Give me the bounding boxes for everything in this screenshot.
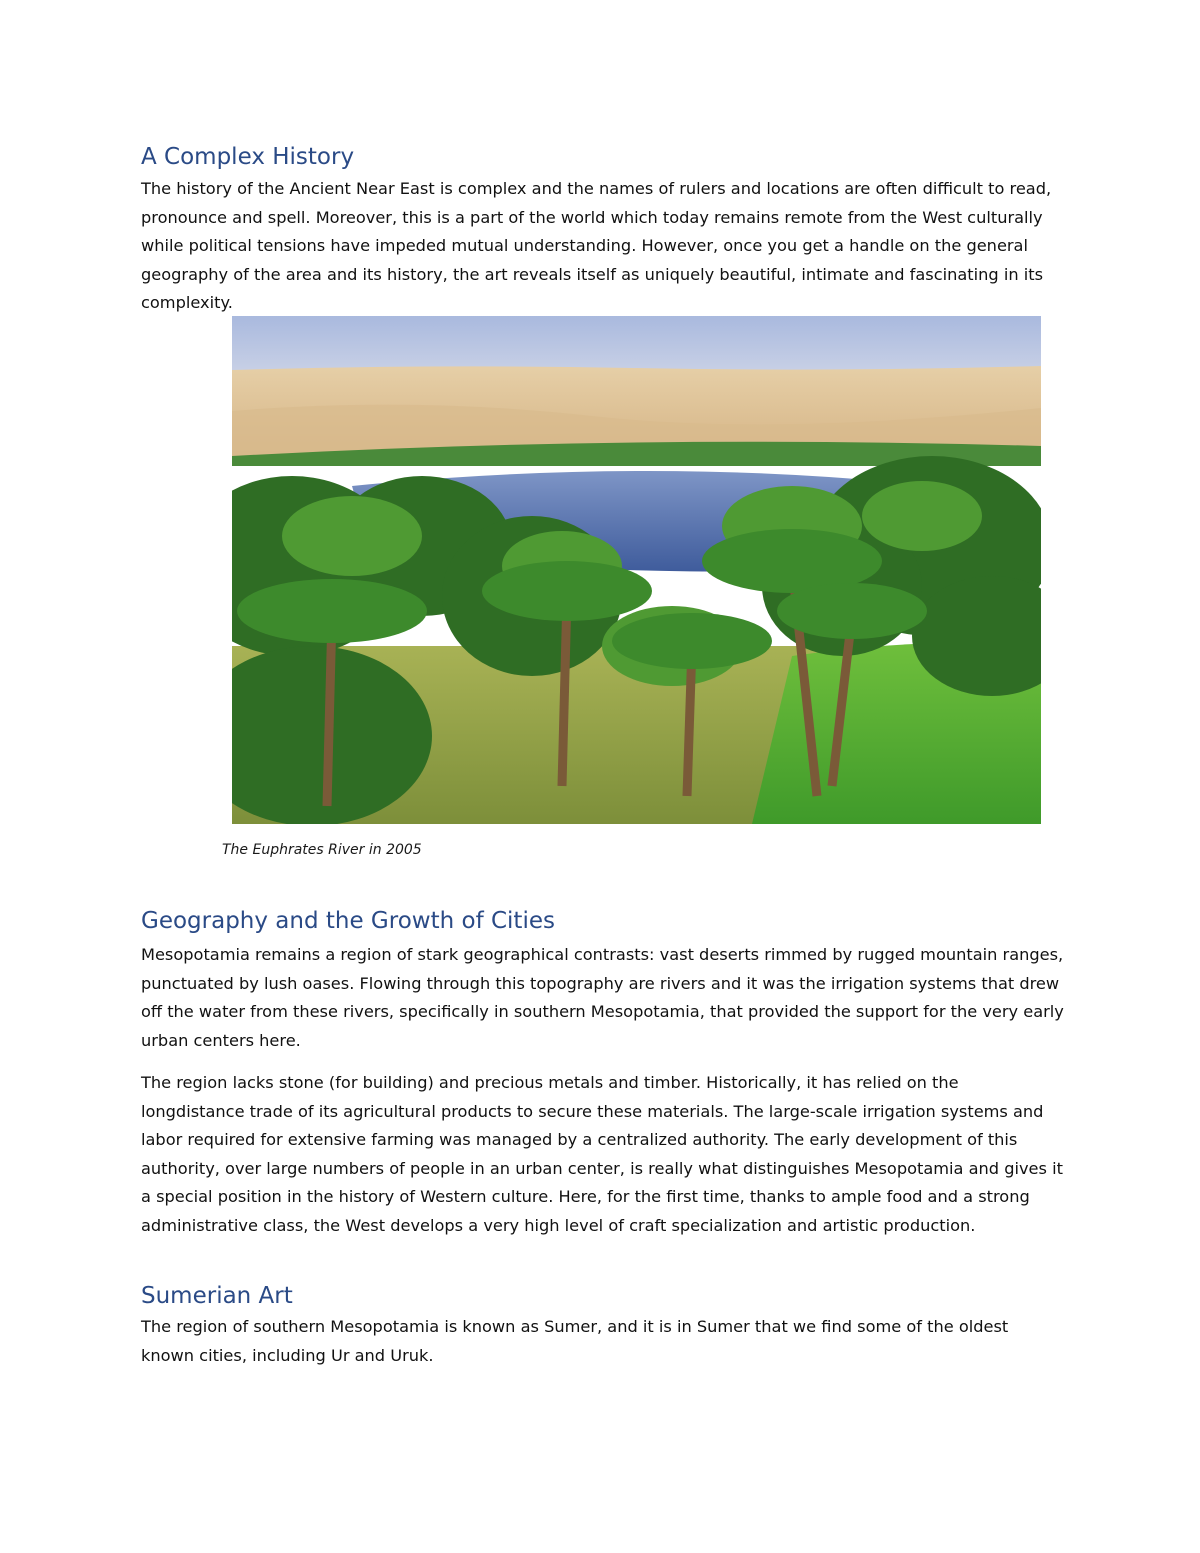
heading-sumerian-art: Sumerian Art — [141, 1283, 293, 1309]
euphrates-illustration — [232, 316, 1041, 824]
heading-geography: Geography and the Growth of Cities — [141, 908, 555, 934]
paragraph-geography-2: The region lacks stone (for building) and precious metals and timber. Historically, it has relied on the longdistance trade of its agricultural products to secure these materials. The large-scale irrigation systems and labor required for extensive farming was managed by a centralized authority. The early development of this authority, over large numbers of people in an urban center, is really what distinguishes Mesopotamia and gives it a special position in the history of Western culture. Here, for the first time, thanks to ample food and a strong administrative class, the West develops a very high level of craft specialization and artistic production. — [141, 1073, 1063, 1235]
paragraph-geography-1: Mesopotamia remains a region of stark geographical contrasts: vast deserts rimmed by rugged mountain ranges, punctuated by lush oases. Flowing through this topography are rivers and it was the irrigation systems that drew off the water from these rivers, specifically in southern Mesopotamia, that provided the support for the very early urban centers here. — [141, 945, 1064, 1050]
heading-complex-history: A Complex History — [141, 144, 355, 170]
paragraph-complex-history: The history of the Ancient Near East is complex and the names of rulers and locations are often difficult to read, pronounce and spell. Moreover, this is a part of the world which today remains remote from the West culturally while political tensions have impeded mutual understanding. However, once you get a handle on the general geography of the area and its history, the art reveals itself as uniquely beautiful, intimate and fascinating in its complexity. — [141, 179, 1052, 312]
figure-caption: The Euphrates River in 2005 — [222, 842, 422, 858]
paragraph-sumerian-art: The region of southern Mesopotamia is known as Sumer, and it is in Sumer that we find some of the oldest known cities, including Ur and Uruk. — [141, 1317, 1009, 1365]
euphrates-photo — [232, 316, 1041, 824]
